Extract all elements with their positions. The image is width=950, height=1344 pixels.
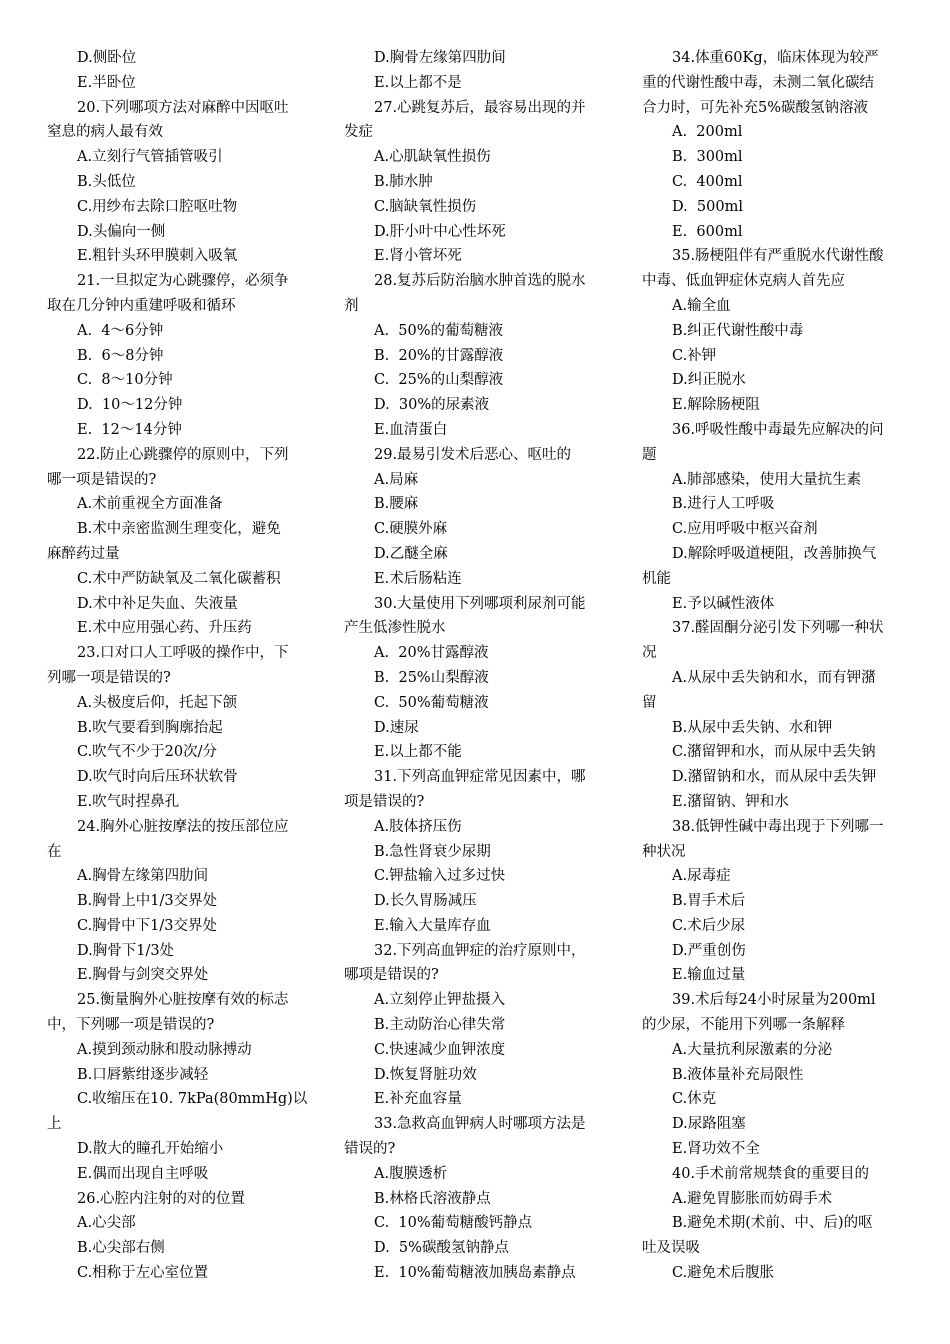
text-line: 29.最易引发术后恶心、呕吐的 [374,446,572,463]
text-line: A.心尖部 [77,1215,136,1232]
text-line: C. 8～10分钟 [77,372,173,389]
text-line: 留 [642,694,657,711]
text-line: 在 [47,843,62,860]
text-line: C.休克 [672,1091,717,1108]
text-line: C.硬膜外麻 [374,521,448,538]
text-line: B.进行人工呼吸 [672,496,775,513]
text-line: E.术中应用强心药、升压药 [77,620,252,637]
text-line: D.吹气时向后压环状软骨 [77,769,238,786]
text-line: 项是错误的? [344,793,425,810]
text-line: 种状况 [642,843,686,860]
text-line: 31.下列高血钾症常见因素中，哪 [374,769,586,786]
text-line: 24.胸外心脏按摩法的按压部位应 [77,818,289,835]
text-line: E.以上都不能 [374,744,462,761]
text-line: A.大量抗利尿激素的分泌 [672,1041,833,1058]
text-line: B.林格氏溶液静点 [374,1190,491,1207]
text-line: 窒息的病人最有效 [47,124,163,141]
text-line: E.半卧位 [77,74,136,91]
text-line: E.以上都不是 [374,74,462,91]
text-line: A. 4～6分钟 [77,322,164,339]
text-line: E.输血过量 [672,967,746,984]
text-line: D.术中补足失血、失液量 [77,595,238,612]
text-line: D. 30%的尿素液 [374,397,490,414]
text-line: 吐及误吸 [642,1240,700,1257]
text-line: E.肾小管坏死 [374,248,462,265]
text-line: D. 500ml [672,198,743,215]
text-line: 重的代谢性酸中毒，未测二氧化碳结 [642,74,874,91]
text-line: 34.体重60Kg，临床体现为较严 [672,50,879,66]
text-line: C.钾盐输入过多过快 [374,868,506,885]
text-line: 26.心腔内注射的对的位置 [77,1190,246,1207]
text-line: E.补充血容量 [374,1091,462,1108]
text-line: 机能 [642,570,671,587]
text-line: A.局麻 [374,471,419,488]
text-line: A. 20%甘露醇液 [374,645,489,662]
text-line: A. 50%的葡萄糖液 [374,322,504,339]
text-line: D.肝小叶中心性坏死 [374,223,506,240]
text-line: E.术后肠粘连 [374,570,462,587]
text-line: 中，下列哪一项是错误的? [47,1017,215,1034]
text-line: B.口唇紫绀逐步减轻 [77,1066,209,1083]
text-line: 题 [642,446,657,463]
text-line: C. 50%葡萄糖液 [374,694,489,711]
text-line: A.胸骨左缘第四肋间 [77,868,209,885]
text-line: 产生低渗性脱水 [344,620,446,637]
text-line: B.心尖部右侧 [77,1240,165,1257]
text-line: E.粗针头环甲膜刺入吸氧 [77,248,238,265]
text-line: 39.术后每24小时尿量为200ml [672,992,876,1009]
text-line: D.速尿 [374,719,419,736]
text-line: C.吹气不少于20次/分 [77,744,218,761]
text-line: B.吹气要看到胸廓抬起 [77,719,223,736]
text-line: B.术中亲密监测生理变化，避免 [77,521,281,538]
text-line: 21.一旦拟定为心跳骤停，必须争 [77,273,289,290]
text-line: 中毒、低血钾症休克病人首先应 [642,273,845,290]
text-line: D.解除呼吸道梗阻，改善肺换气 [672,545,877,562]
text-line: E.潴留钠、钾和水 [672,793,789,810]
text-line: D.尿路阻塞 [672,1116,746,1133]
text-line: A.心肌缺氧性损伤 [374,149,491,166]
text-line: A.摸到颈动脉和股动脉搏动 [77,1041,252,1058]
text-line: 取在几分钟内重建呼吸和循环 [47,297,236,314]
text-line: 27.心跳复苏后，最容易出现的并 [374,99,586,116]
text-line: D.纠正脱水 [672,372,746,389]
text-line: D. 5%碳酸氢钠静点 [374,1240,509,1257]
text-line: B.从尿中丢失钠、水和钾 [672,719,833,736]
text-line: D.长久胃肠减压 [374,893,477,910]
text-line: 38.低钾性碱中毒出现于下列哪一 [672,818,884,835]
text-line: E. 600ml [672,223,743,240]
text-line: 36.呼吸性酸中毒最先应解决的问 [672,421,884,438]
text-line: E.吹气时捏鼻孔 [77,793,180,810]
text-line: E.肾功效不全 [672,1141,760,1158]
text-column-2 [344,46,612,1286]
text-line: A. 200ml [672,124,743,141]
text-line: C.用纱布去除口腔呕吐物 [77,198,238,215]
text-line: E.予以碱性液体 [672,595,775,612]
text-line: 列哪一项是错误的? [47,669,171,686]
text-line: B.纠正代谢性酸中毒 [672,322,804,339]
text-line: 37.醛固酮分泌引发下列哪一种状 [672,620,884,637]
text-column-1 [47,46,315,1286]
text-line: 30.大量使用下列哪项利尿剂可能 [374,595,586,612]
text-line: D.恢复肾脏功效 [374,1066,477,1083]
text-line: 合力时，可先补充5%碳酸氢钠溶液 [642,99,869,116]
text-line: B. 300ml [672,149,743,166]
text-line: C.补钾 [672,347,717,364]
text-line: C.潴留钾和水，而从尿中丢失钠 [672,744,876,761]
text-line: E.血清蛋白 [374,421,448,438]
text-line: 麻醉药过量 [47,545,120,562]
text-line: D. 10～12分钟 [77,397,183,414]
text-line: A.头极度后仰，托起下颌 [77,694,238,711]
text-line: B. 20%的甘露醇液 [374,347,504,364]
text-line: A.腹膜透析 [374,1165,448,1182]
text-line: B.胸骨上中1/3交界处 [77,893,218,910]
text-line: A.术前重视全方面准备 [77,496,223,513]
text-line: C. 10%葡萄糖酸钙静点 [374,1215,533,1232]
text-line: C.术中严防缺氧及二氧化碳蓄积 [77,570,281,587]
text-line: A.输全血 [672,297,731,314]
text-line: C.快速减少血钾浓度 [374,1041,506,1058]
text-line: 22.防止心跳骤停的原则中，下列 [77,446,289,463]
text-line: 错误的? [344,1141,396,1158]
text-line: 上 [47,1116,62,1133]
text-line: 28.复苏后防治脑水肿首选的脱水 [374,273,586,290]
text-line: B.腰麻 [374,496,419,513]
text-line: B. 6～8分钟 [77,347,164,364]
text-line: 剂 [344,297,359,314]
text-line: 25.衡量胸外心脏按摩有效的标志 [77,992,289,1009]
text-line: A.肢体挤压伤 [374,818,462,835]
text-line: C.应用呼吸中枢兴奋剂 [672,521,818,538]
text-line: B.头低位 [77,173,136,190]
text-line: B.胃手术后 [672,893,746,910]
text-line: A.立刻行气管插管吸引 [77,149,223,166]
text-line: C.收缩压在10. 7kPa(80mmHg)以 [77,1091,308,1108]
text-line: A.肺部感染，使用大量抗生素 [672,471,862,488]
text-line: 20.下列哪项方法对麻醉中因呕吐 [77,99,289,116]
text-line: D.侧卧位 [77,50,137,66]
text-line: B.急性肾衰少尿期 [374,843,491,860]
text-line: D.严重创伤 [672,942,746,959]
text-line: C.术后少尿 [672,917,746,934]
text-line: 32.下列高血钾症的治疗原则中， [374,942,586,959]
text-line: 哪项是错误的? [344,967,439,984]
text-line: 的少尿，不能用下列哪一条解释 [642,1017,845,1034]
text-line: 发症 [344,124,373,141]
text-line: D.散大的瞳孔开始缩小 [77,1141,224,1158]
text-line: C.胸骨中下1/3交界处 [77,917,218,934]
text-line: B. 25%山梨醇液 [374,669,489,686]
text-line: D.潴留钠和水，而从尿中丢失钾 [672,769,877,786]
text-line: 哪一项是错误的? [47,471,157,488]
text-line: 23.口对口人工呼吸的操作中，下 [77,645,289,662]
text-line: A.避免胃膨胀而妨碍手术 [672,1190,833,1207]
text-line: D.乙醚全麻 [374,545,448,562]
text-line: C. 400ml [672,173,743,190]
text-line: D.胸骨左缘第四肋间 [374,50,506,66]
text-line: C.避免术后腹胀 [672,1265,775,1282]
text-line: E.输入大量库存血 [374,917,491,934]
text-line: E.胸骨与剑突交界处 [77,967,209,984]
text-line: D.胸骨下1/3处 [77,942,175,959]
text-line: B.避免术期(术前、中、后)的呕 [672,1215,873,1232]
text-line: E. 10%葡萄糖液加胰岛素静点 [374,1265,576,1282]
text-line: D.头偏向一侧 [77,223,166,240]
text-line: 35.肠梗阻伴有严重脱水代谢性酸 [672,248,884,265]
text-line: E.偶而出现自主呼吸 [77,1165,209,1182]
text-line: A.立刻停止钾盐摄入 [374,992,506,1009]
text-line: B.主动防治心律失常 [374,1017,506,1034]
text-line: B.液体量补充局限性 [672,1066,804,1083]
text-column-3 [642,46,910,1286]
text-line: C. 25%的山梨醇液 [374,372,504,389]
text-line: E.解除肠梗阻 [672,397,760,414]
text-line: C.脑缺氧性损伤 [374,198,477,215]
text-line: C.相称于左心室位置 [77,1265,209,1282]
text-line: E. 12～14分钟 [77,421,182,438]
text-line: A.尿毒症 [672,868,731,885]
text-line: B.肺水肿 [374,173,433,190]
text-line: 40.手术前常规禁食的重要目的 [672,1165,870,1182]
text-line: A.从尿中丢失钠和水，而有钾潴 [672,669,876,686]
text-line: 况 [642,645,657,662]
text-line: 33.急救高血钾病人时哪项方法是 [374,1116,586,1133]
